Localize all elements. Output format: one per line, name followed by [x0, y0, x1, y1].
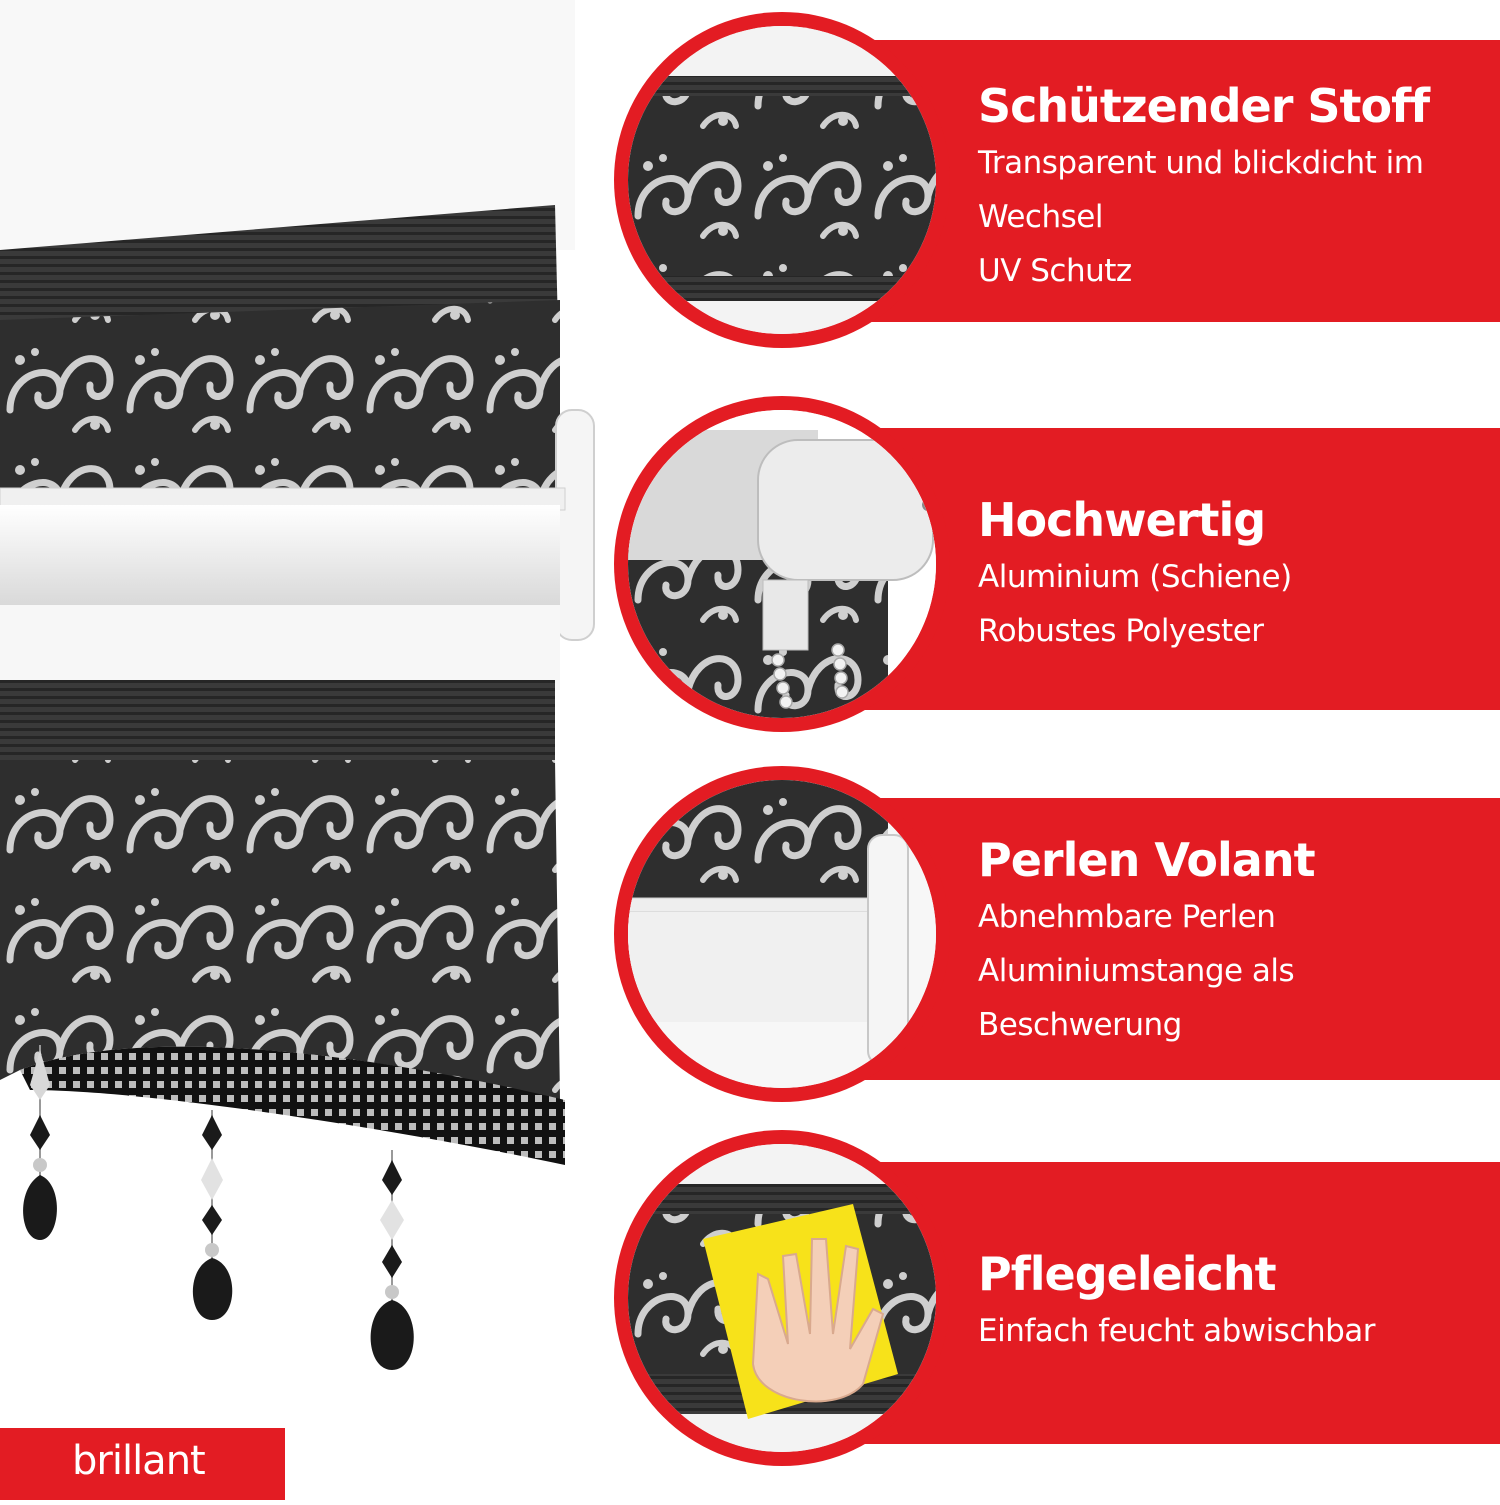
feature-line: Wechsel	[978, 199, 1103, 235]
feature-line: Robustes Polyester	[978, 613, 1264, 649]
feature-line: Aluminium (Schiene)	[978, 559, 1292, 595]
feature-text-2	[978, 490, 1292, 658]
feature-text-4	[978, 1244, 1375, 1358]
detail-circle-mechanism	[614, 396, 950, 732]
feature-text-1	[978, 76, 1429, 298]
cleaning-cloth-hand-icon	[628, 1144, 936, 1452]
feature-text-3	[978, 830, 1315, 1052]
feature-title: Hochwertig	[978, 493, 1266, 547]
detail-circle-fabric	[614, 12, 950, 348]
feature-line: UV Schutz	[978, 253, 1132, 289]
bottom-rail-icon	[628, 780, 936, 1088]
bead-strand	[193, 1110, 232, 1320]
roller-blind-illustration	[0, 0, 600, 1500]
brand-name: brillant	[72, 1438, 205, 1484]
roller-mechanism-icon	[628, 410, 936, 718]
feature-title: Pflegeleicht	[978, 1247, 1276, 1301]
bead-strand	[371, 1150, 414, 1370]
feature-line: Einfach feucht abwischbar	[978, 1313, 1376, 1349]
detail-circle-rail	[614, 766, 950, 1102]
feature-title: Perlen Volant	[978, 833, 1315, 887]
fabric-pattern-icon	[628, 26, 936, 334]
feature-line: Transparent und blickdicht im	[978, 145, 1424, 181]
brand-logo	[0, 1428, 285, 1500]
feature-title: Schützender Stoff	[978, 79, 1430, 133]
feature-line: Beschwerung	[978, 1007, 1182, 1043]
feature-line: Abnehmbare Perlen	[978, 899, 1276, 935]
product-photo	[0, 0, 600, 1500]
feature-line: Aluminiumstange als	[978, 953, 1295, 989]
detail-circle-cleaning	[614, 1130, 950, 1466]
